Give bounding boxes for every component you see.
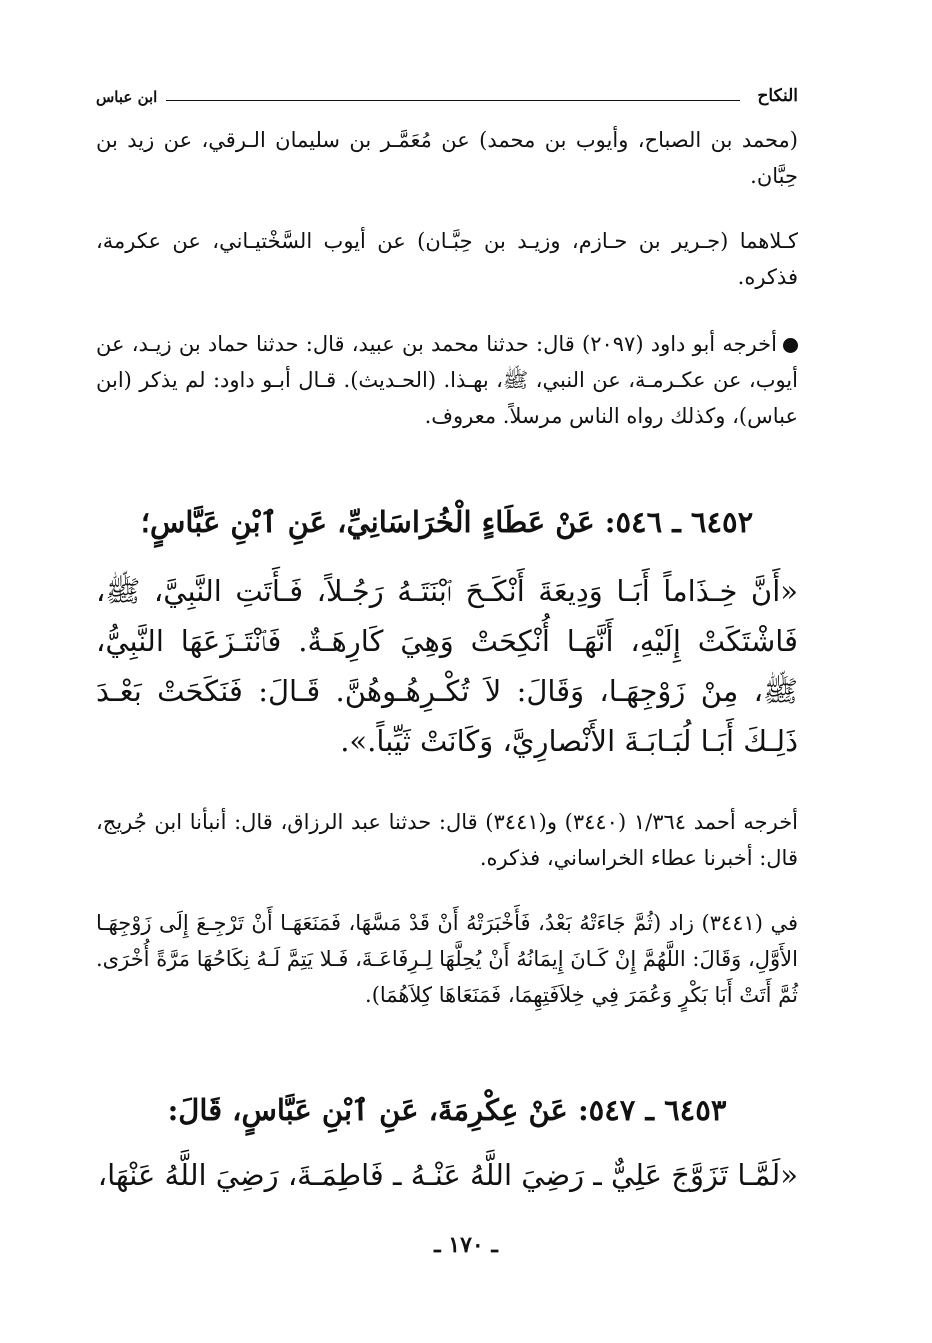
running-header [96, 86, 798, 112]
paragraph-ahmad: أخرجه أحمد ١/٣٦٤ (٣٤٤٠) و(٣٤٤١) قال: حدثنا عبد الرزاق، قال: أنبأنا ابن جُريج، قال: أخبرنا عطاء الخراساني، فذكره. [96, 810, 799, 870]
hadith-heading-6453: ٦٤٥٣ ـ ٥٤٧: عَنْ عِكْرِمَةَ، عَنِ ٱبْنِ عَبَّاسٍ، قَالَ: [167, 1093, 727, 1127]
paragraph-addition: في (٣٤٤١) زاد (ثُمَّ جَاءَتْهُ بَعْدُ، فَأَخْبَرَتْهُ أَنْ قَدْ مَسَّهَا، فَمَنَعَهَـا أَنْ تَرْجِـعَ إِلَى زَوْجِهَـا الأَوَّلِ، وَقَالَ: اللَّهُمَّ إِنْ كَـانَ إِيمَانُهُ أَنْ يُحِلَّهَا لِـرِفَاعَـةَ، فَـلا يَتِمَّ لَـهُ نِكَاحُهَا مَرَّةً أُخْرَى. ثُمَّ أَتَتْ أَبَا بَكْرٍ وَعُمَرَ فِي خِلاَفَتِهِمَا، فَمَنَعَاهَا كِلاَهُمَا). [96, 911, 798, 1007]
paragraph-abu-dawud-text: أخرجه أبو داود (٢٠٩٧) قال: حدثنا محمد بن عبيد، قال: حدثنا حماد بن زيـد، عن أيوب، عن عكـرمـة، عن النبي، ﷺ، بهـذا. (الحـديث). قـال أبـو داود: لم يذكر (ابن عباس)، وكذلك رواه الناس مرسلاً. معروف. [96, 332, 798, 428]
paragraph-abu-dawud [96, 326, 798, 434]
chapter-title: النكاح [757, 86, 798, 106]
header-rule [166, 100, 740, 101]
hadith-text-6453: «لَمَّـا تَزَوَّجَ عَلِيٌّ ـ رَضِيَ اللَّهُ عَنْـهُ ـ فَاطِمَـةَ، رَضِيَ اللَّهُ عَنْهَا، [97, 1158, 798, 1192]
bullet-icon [783, 338, 798, 353]
hadith-heading-6452: ٦٤٥٢ ـ ٥٤٦: عَنْ عَطَاءٍ الْخُرَاسَانِيِّ، عَنِ ٱبْنِ عَبَّاسٍ؛ [140, 505, 754, 539]
paragraph-chain-1: (محمد بن الصباح، وأيوب بن محمد) عن مُعَمَّـر بن سليمان الـرقي، عن زيد بن حِبَّان. [96, 128, 798, 188]
narrator-title: ابن عباس [96, 88, 158, 106]
hadith-text-6452: «أَنَّ خِـذَاماً أَبَـا وَدِيعَةَ أَنْكَـحَ ٱبْنَتَـهُ رَجُـلاً، فَـأَتَتِ النَّبِيَّ، ﷺ، فَاشْتَكَتْ إِلَيْهِ، أَنَّهَـا أُنْكِحَتْ وَهِيَ كَارِهَـةٌ. فَٱنْتَـزَعَهَا النَّبِيُّ، ﷺ، مِنْ زَوْجِهَـا، وَقَالَ: لاَ تُكْـرِهُـوهُنَّ. قَـالَ: فَنَكَحَتْ بَعْـدَ ذَلِـكَ أَبَـا لُبَـابَـةَ الأَنْصارِيَّ، وَكَانَتْ ثَيِّباً.». [96, 574, 798, 758]
paragraph-chain-2: كـلاهما (جـرير بن حـازم، وزيـد بن حِبَّـان) عن أيوب السَّخْتيـاني، عن عكرمة، فذكره. [96, 229, 798, 289]
page-number: ـ ١٧٠ ـ [434, 1232, 498, 1258]
